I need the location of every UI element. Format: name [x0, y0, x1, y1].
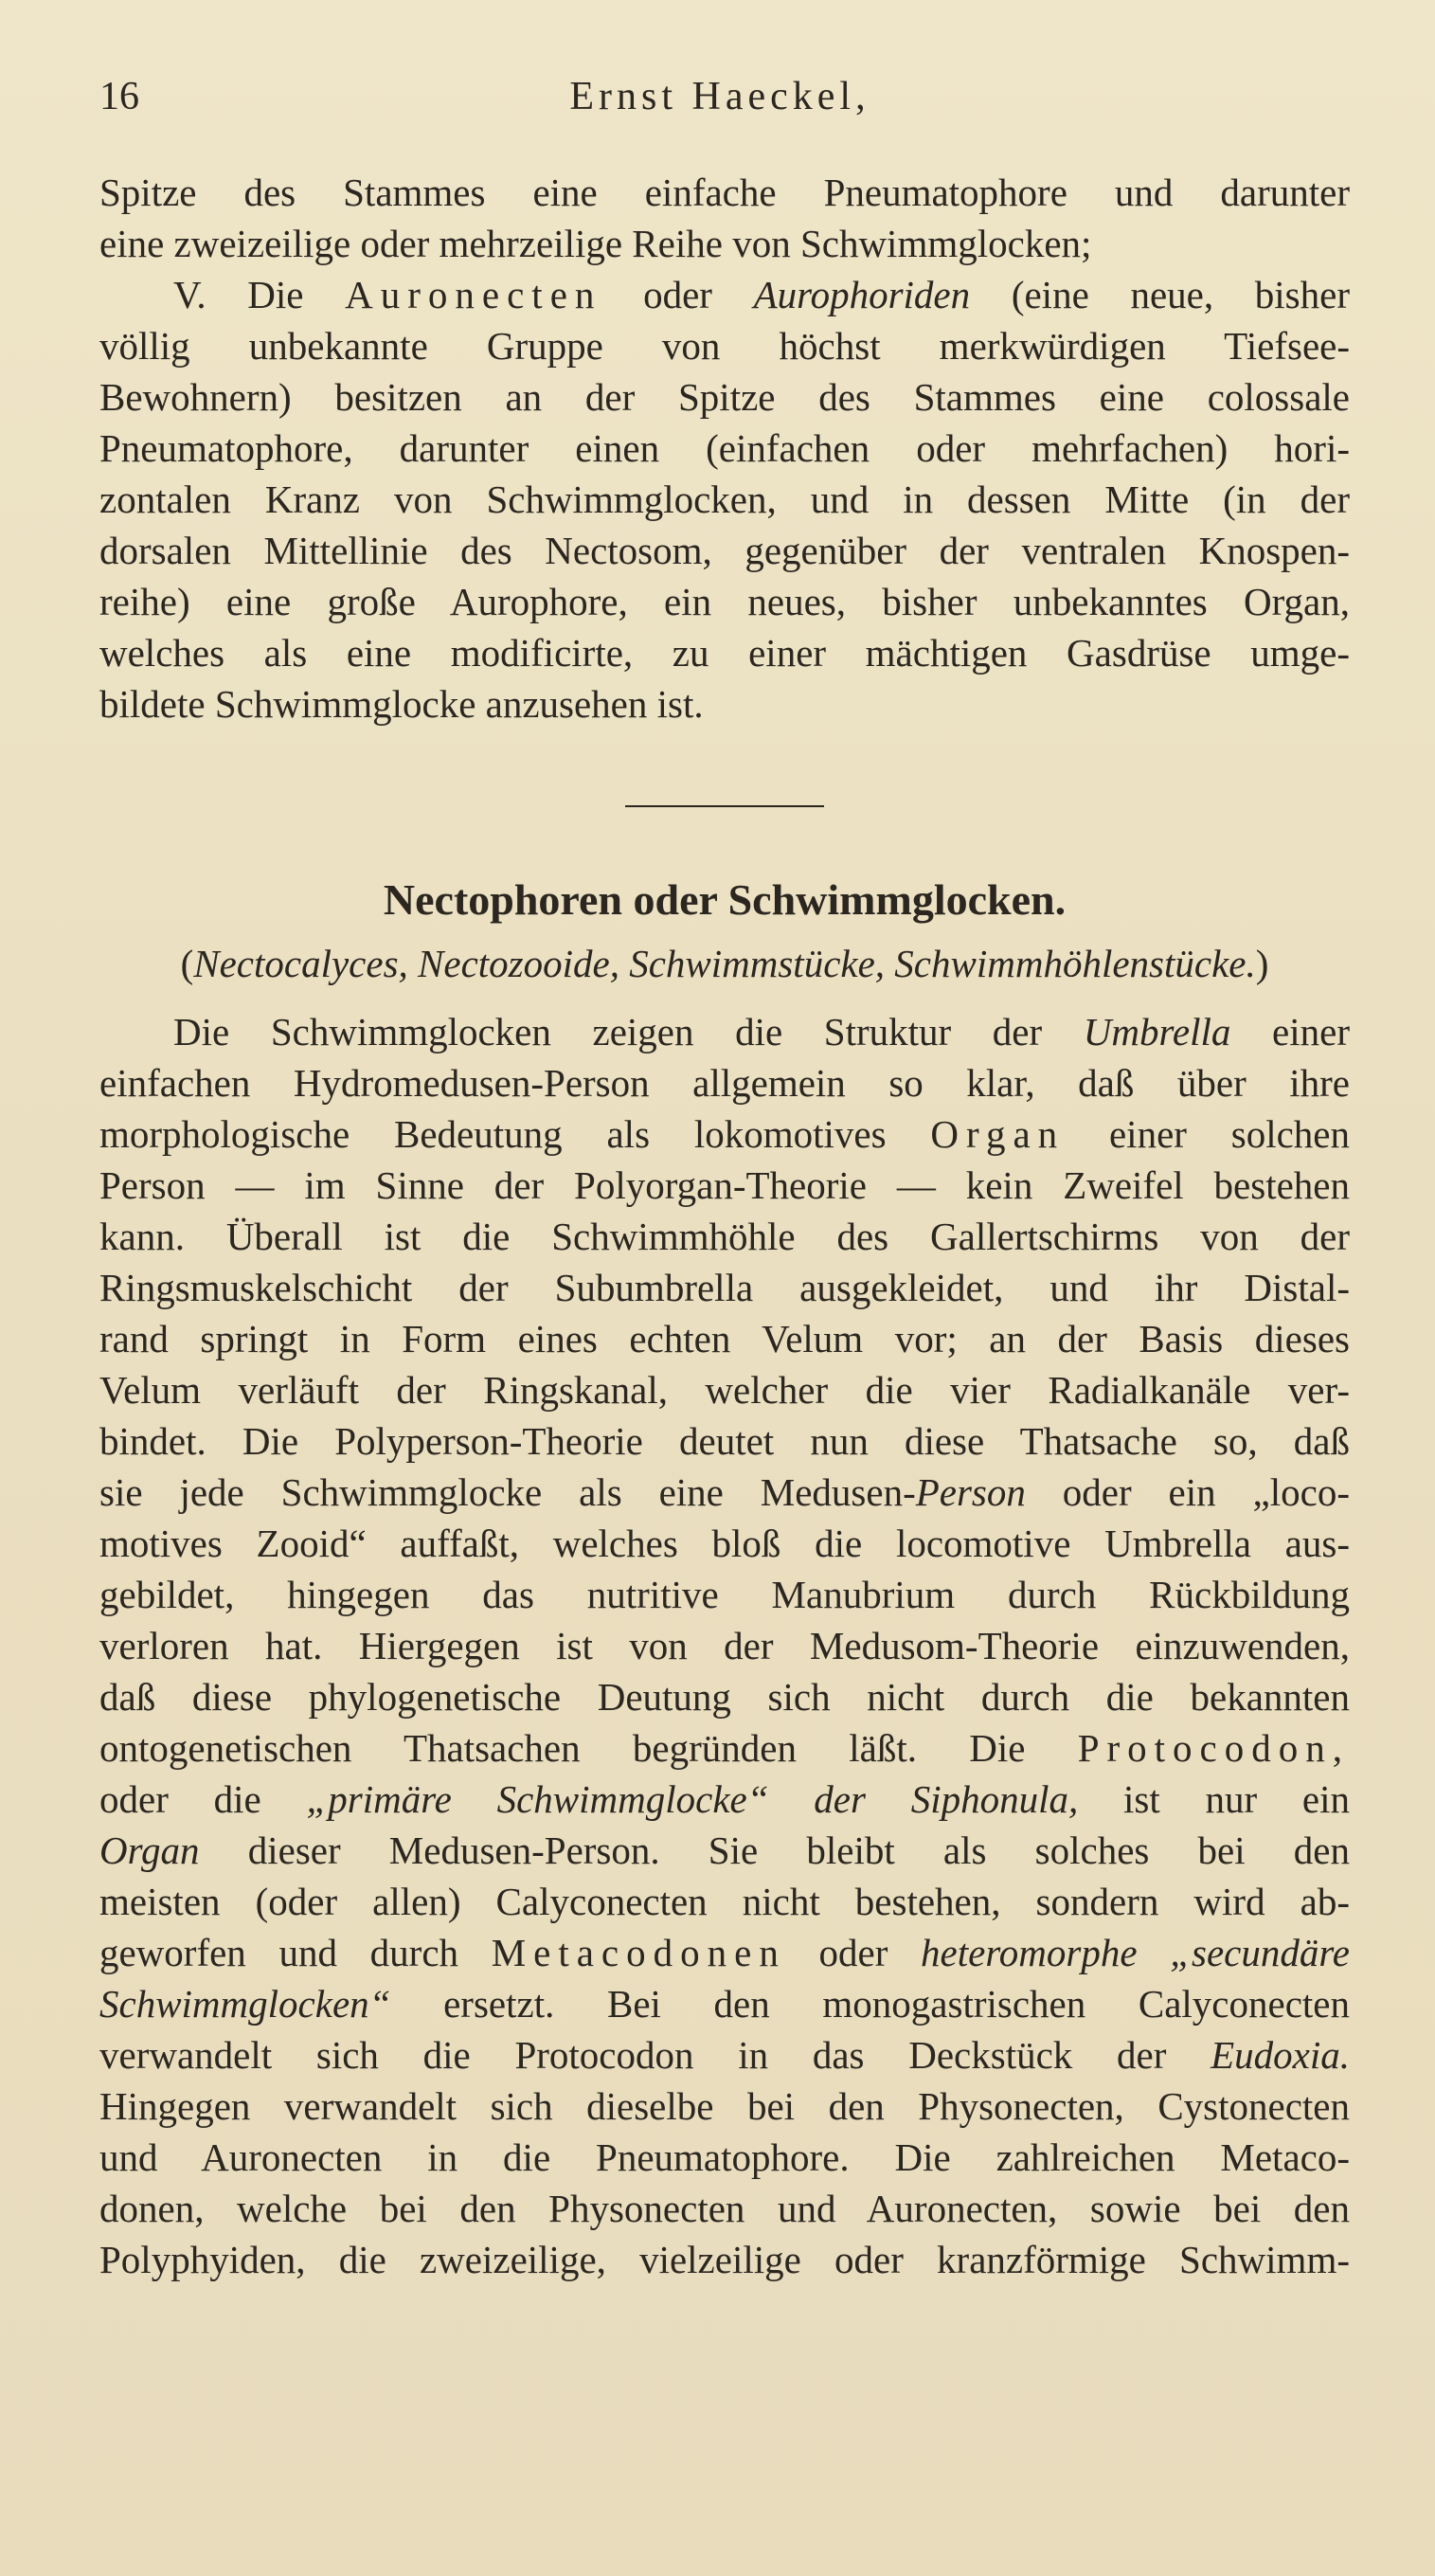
section-heading: Nectophoren oder Schwimmglocken.	[383, 875, 1067, 924]
text-line: Velum verläuft der Ringskanal, welcher die vier Radialkanäle ver-	[99, 1368, 1350, 1412]
text-line: Hingegen verwandelt sich dieselbe bei den Physonecten, Cystonecten	[99, 2084, 1350, 2128]
text-line: rand springt in Form eines echten Velum vor; an der Basis dieses	[99, 1317, 1350, 1360]
text-line: morphologische Bedeutung als lokomotives Organ einer solchen	[99, 1112, 1351, 1156]
text-line: meisten (oder allen) Calyconecten nicht bestehen, sondern wird ab-	[99, 1880, 1350, 1923]
text-line: einfachen Hydromedusen-Person allgemein so klar, daß über ihre	[99, 1061, 1350, 1105]
text-line: Ringsmuskelschicht der Subumbrella ausgekleidet, und ihr Distal-	[99, 1266, 1350, 1309]
text-line: welches als eine modificirte, zu einer mächtigen Gasdrüse umge-	[99, 631, 1350, 675]
text-line: zontalen Kranz von Schwimmglocken, und in dessen Mitte (in der	[99, 477, 1350, 521]
text-line: bildete Schwimmglocke anzusehen ist.	[99, 682, 704, 726]
text-line: bindet. Die Polyperson-Theorie deutet nun diese Thatsache so, daß	[99, 1419, 1350, 1463]
section-divider	[625, 805, 824, 807]
text-line: geworfen und durch Metacodonen oder heteromorphe „secundäre	[99, 1931, 1350, 1974]
text-line: Pneumatophore, darunter einen (einfachen oder mehrfachen) hori-	[99, 426, 1350, 470]
text-line: oder die „primäre Schwimmglocke“ der Siphonula, ist nur ein	[99, 1777, 1350, 1821]
text-line: reihe) eine große Aurophore, ein neues, bisher unbekanntes Organ,	[99, 580, 1350, 623]
text-line: V. Die Auronecten oder Aurophoriden (eine neue, bisher	[173, 273, 1350, 316]
text-line: Bewohnern) besitzen an der Spitze des Stammes eine colossale	[99, 375, 1350, 419]
text-line: gebildet, hingegen das nutritive Manubrium durch Rückbildung	[99, 1573, 1350, 1616]
text-line: völlig unbekannte Gruppe von höchst merkwürdigen Tiefsee-	[99, 324, 1350, 368]
text-line: dorsalen Mittellinie des Nectosom, gegenüber der ventralen Knospen-	[99, 529, 1350, 572]
text-line: Person — im Sinne der Polyorgan-Theorie — kein Zweifel bestehen	[99, 1163, 1350, 1207]
text-line: Spitze des Stammes eine einfache Pneumatophore und darunter	[99, 171, 1350, 214]
text-line: verwandelt sich die Protocodon in das Deckstück der Eudoxia.	[99, 2033, 1350, 2077]
section-subheading: (Nectocalyces, Nectozooide, Schwimmstücke, Schwimmhöhlenstücke.)	[180, 942, 1269, 985]
running-title: Ernst Haeckel,	[569, 75, 870, 118]
text-line: daß diese phylogenetische Deutung sich nicht durch die bekannten	[99, 1675, 1350, 1719]
text-line: motives Zooid“ auffaßt, welches bloß die locomotive Umbrella aus-	[99, 1522, 1350, 1565]
text-line: ontogenetischen Thatsachen begründen läßt. Die Protocodon,	[99, 1726, 1350, 1770]
text-line: Polyphyiden, die zweizeilige, vielzeilige oder kranzförmige Schwimm-	[99, 2238, 1350, 2281]
text-line: donen, welche bei den Physonecten und Auronecten, sowie bei den	[99, 2187, 1350, 2230]
text-line: eine zweizeilige oder mehrzeilige Reihe von Schwimmglocken;	[99, 222, 1092, 265]
running-head	[99, 68, 1340, 125]
page-number: 16	[99, 75, 139, 118]
text-line: und Auronecten in die Pneumatophore. Die zahlreichen Metaco-	[99, 2135, 1350, 2179]
text-line: kann. Überall ist die Schwimmhöhle des Gallertschirms von der	[99, 1215, 1350, 1258]
text-line: sie jede Schwimmglocke als eine Medusen-Person oder ein „loco-	[99, 1470, 1350, 1514]
text-line: Schwimmglocken“ ersetzt. Bei den monogastrischen Calyconecten	[99, 1982, 1350, 2026]
text-line: verloren hat. Hiergegen ist von der Medusom-Theorie einzuwenden,	[99, 1624, 1350, 1667]
text-line: Die Schwimmglocken zeigen die Struktur der Umbrella einer	[173, 1010, 1350, 1054]
text-line: Organ dieser Medusen-Person. Sie bleibt als solches bei den	[99, 1828, 1350, 1872]
